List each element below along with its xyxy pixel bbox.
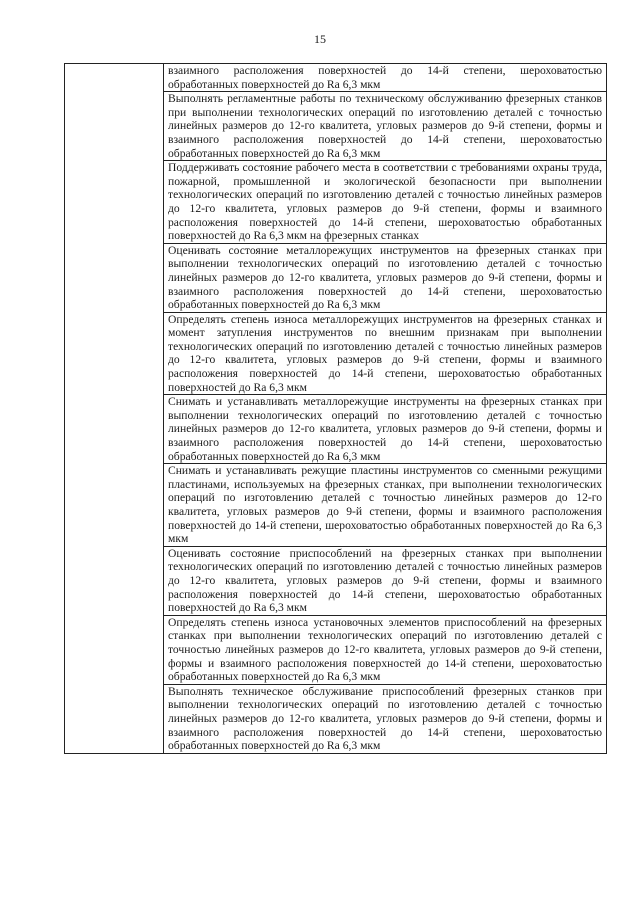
table-cell-text: Снимать и устанавливать металлорежущие инструменты на фрезерных станках при выполнении технологических операций по изготовлению деталей с точностью линейных размеров до 12-го квалитета, угловых размеров до 9-й степени, формы и взаимного расположения поверхностей до 14-й степени, шероховатостью обработанных поверхностей до Ra 6,3 мкм	[168, 395, 602, 463]
table-cell-text: Оценивать состояние приспособлений на фрезерных станках при выполнении технологических операций по изготовлению деталей с точностью линейных размеров до 12-го квалитета, угловых размеров до 9-й степени, формы и взаимного расположения поверхностей до 14-й степени, шероховатостью обработанных поверхностей до Ra 6,3 мкм	[168, 546, 602, 615]
table-cell-text: Снимать и устанавливать режущие пластины инструментов со сменными режущими пластинами, используемых на фрезерных станках, при выполнении технологических операций по изготовлению деталей с точностью линейных размеров до 12-го квалитета, угловых размеров до 9-й степени, формы и взаимного расположения поверхностей до 14-й степени, шероховатостью обработанных поверхностей до Ra 6,3 мкм	[168, 464, 602, 546]
table-left-column-cell	[65, 64, 164, 754]
table-cell-text: Оценивать состояние металлорежущих инструментов на фрезерных станках при выполнении технологических операций по изготовлению деталей с точностью линейных размеров до 12-го квалитета, угловых размеров до 9-й степени, формы и взаимного расположения поверхностей до 14-й степени, шероховатостью обработанных поверхностей до Ra 6,3 мкм	[168, 243, 602, 312]
table-cell	[164, 546, 607, 615]
table-cell	[164, 92, 607, 161]
table-cell	[164, 615, 607, 684]
table-cell	[164, 243, 607, 312]
table-cell	[164, 684, 607, 753]
table-cell-text: Выполнять регламентные работы по техническому обслуживанию фрезерных станков при выполнении технологических операций по изготовлению деталей с точностью линейных размеров до 12-го квалитета, угловых размеров до 9-й степени, формы и взаимного расположения поверхностей до 14-й степени, шероховатостью обработанных поверхностей до Ra 6,3 мкм	[168, 92, 602, 160]
table-cell	[164, 161, 607, 244]
table-cell	[164, 64, 607, 92]
table-cell	[164, 312, 607, 395]
table-cell-text: Поддерживать состояние рабочего места в соответствии с требованиями охраны труда, пожарной, промышленной и экологической безопасности при выполнении технологических операций по изготовлению деталей с точностью линейных размеров до 12-го квалитета, угловых размеров до 9-й степени, формы и взаимного расположения поверхностей до 14-й степени, шероховатостью обработанных поверхностей до Ra 6,3 мкм на фрезерных станках	[168, 161, 602, 243]
table-cell-text: Выполнять техническое обслуживание приспособлений фрезерных станков при выполнении технологических операций по изготовлению деталей с точностью линейных размеров до 12-го квалитета, угловых размеров до 9-й степени, формы и взаимного расположения поверхностей до 14-й степени, шероховатостью обработанных поверхностей до Ra 6,3 мкм	[168, 684, 602, 753]
requirements-table	[64, 63, 607, 754]
table-cell-text: Определять степень износа установочных элементов приспособлений на фрезерных станках при выполнении технологических операций по изготовлению деталей с точностью линейных размеров до 12-го квалитета, угловых размеров до 9-й степени, формы и взаимного расположения поверхностей до 14-й степени, шероховатостью обработанных поверхностей до Ra 6,3 мкм	[168, 615, 602, 684]
table-cell	[164, 395, 607, 464]
page-number: 15	[314, 32, 326, 46]
table-row	[65, 64, 607, 92]
table-cell-text: взаимного расположения поверхностей до 14-й степени, шероховатостью обработанных поверхностей до Ra 6,3 мкм	[168, 64, 602, 91]
table-cell	[164, 464, 607, 547]
table-cell-text: Определять степень износа металлорежущих инструментов на фрезерных станках и момент затупления инструментов по внешним признакам при выполнении технологических операций по изготовлению деталей с точностью линейных размеров до 12-го квалитета, угловых размеров до 9-й степени, формы и взаимного расположения поверхностей до 14-й степени, шероховатостью обработанных поверхностей до Ra 6,3 мкм	[168, 312, 602, 394]
